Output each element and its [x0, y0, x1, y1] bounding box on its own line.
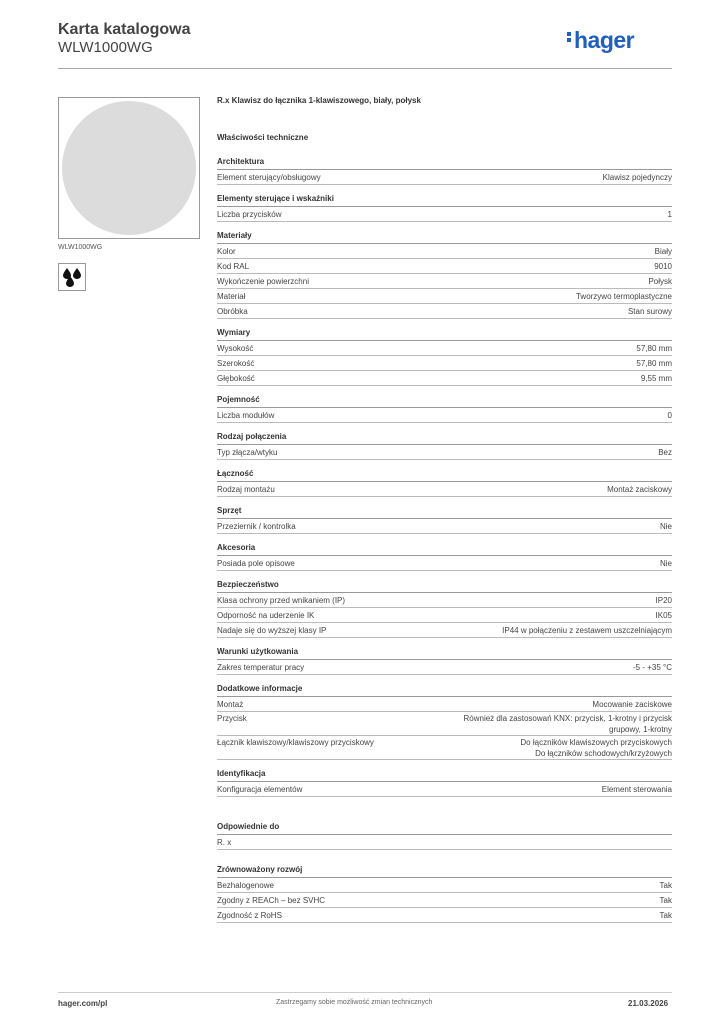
- spec-group-lacznosc: [217, 469, 672, 497]
- spec-row: [217, 207, 672, 222]
- spec-group-sprzet: [217, 506, 672, 534]
- spec-row: [217, 259, 672, 274]
- spec-group-odpowiednie: [217, 822, 672, 850]
- spec-key: Klasa ochrony przed wnikaniem (IP): [217, 596, 346, 605]
- spec-value: Biały: [654, 247, 672, 256]
- spec-key: Wykończenie powierzchni: [217, 277, 309, 286]
- water-drops-icon: [58, 263, 86, 291]
- group-title: Akcesoria: [217, 543, 672, 556]
- group-title: Wymiary: [217, 328, 672, 341]
- spec-row: [217, 519, 672, 534]
- spec-value: 0: [667, 411, 672, 420]
- spec-row: [217, 289, 672, 304]
- spec-row: [217, 878, 672, 893]
- spec-group-pojemnosc: [217, 395, 672, 423]
- group-title: Łączność: [217, 469, 672, 482]
- spec-key: Odporność na uderzenie IK: [217, 611, 315, 620]
- section-title: Właściwości techniczne: [217, 133, 309, 142]
- group-title: Materiały: [217, 231, 672, 244]
- spec-row: [217, 445, 672, 460]
- spec-value: Tak: [659, 896, 672, 905]
- spec-value: Połysk: [648, 277, 672, 286]
- spec-value: Element sterowania: [601, 785, 672, 794]
- spec-value: [463, 713, 672, 735]
- spec-row: [217, 170, 672, 185]
- spec-row: [217, 608, 672, 623]
- document-title: Karta katalogowa: [58, 21, 191, 38]
- spec-row: [217, 660, 672, 675]
- spec-value: Bez: [658, 448, 672, 457]
- group-title: Pojemność: [217, 395, 672, 408]
- spec-row: [217, 408, 672, 423]
- spec-group-warunki: [217, 647, 672, 675]
- spec-row: [217, 712, 672, 736]
- spec-value: Klawisz pojedynczy: [602, 173, 672, 182]
- spec-row: [217, 556, 672, 571]
- group-title: Elementy sterujące i wskaźniki: [217, 194, 672, 207]
- spec-key: Kod RAL: [217, 262, 250, 271]
- group-title: Zrównoważony rozwój: [217, 865, 672, 878]
- spec-value: 9,55 mm: [640, 374, 672, 383]
- spec-key: Obróbka: [217, 307, 248, 316]
- spec-key: Typ złącza/wtyku: [217, 448, 278, 457]
- spec-row: [217, 908, 672, 923]
- spec-row: [217, 341, 672, 356]
- spec-value: IP20: [655, 596, 672, 605]
- spec-value-line: Również dla zastosowań KNX: przycisk, 1-krotny i przycisk: [463, 714, 672, 723]
- footer-date: 21.03.2026: [628, 999, 669, 1008]
- spec-group-elementy: [217, 194, 672, 222]
- footer-disclaimer: Zastrzegamy sobie możliwość zmian technicznych: [276, 999, 433, 1006]
- spec-row: [217, 371, 672, 386]
- spec-value: 9010: [654, 262, 672, 271]
- spec-value: -5 - +35 °C: [633, 663, 672, 672]
- spec-value: 57,80 mm: [636, 344, 672, 353]
- logo-text: hager: [574, 27, 635, 53]
- spec-group-zrownowazony: [217, 865, 672, 923]
- spec-key: Montaż: [217, 700, 244, 709]
- spec-row: [217, 736, 672, 760]
- spec-row: [217, 274, 672, 289]
- footer-divider: [58, 992, 672, 993]
- spec-key: Zakres temperatur pracy: [217, 663, 305, 672]
- spec-group-wymiary: [217, 328, 672, 386]
- spec-group-akcesoria: [217, 543, 672, 571]
- spec-value: 57,80 mm: [636, 359, 672, 368]
- spec-value-line: Do łączników schodowych/krzyżowych: [535, 749, 672, 758]
- product-image-circle: [62, 101, 196, 235]
- spec-row: [217, 782, 672, 797]
- spec-row: [217, 356, 672, 371]
- spec-row: [217, 623, 672, 638]
- spec-key: Element sterujący/obsługowy: [217, 173, 321, 182]
- spec-key: Nadaje się do wyższej klasy IP: [217, 626, 327, 635]
- spec-row: [217, 835, 672, 850]
- spec-key: Zgodność z RoHS: [217, 911, 282, 920]
- spec-key: Posiada pole opisowe: [217, 559, 295, 568]
- group-title: Rodzaj połączenia: [217, 432, 672, 445]
- group-title: Sprzęt: [217, 506, 672, 519]
- logo-dots-icon: [567, 32, 572, 44]
- footer-website-link[interactable]: hager.com/pl: [58, 999, 108, 1008]
- spec-key: Bezhalogenowe: [217, 881, 274, 890]
- group-title: Identyfikacja: [217, 769, 672, 782]
- spec-group-materialy: [217, 231, 672, 319]
- group-title: Odpowiednie do: [217, 822, 672, 835]
- spec-row: [217, 482, 672, 497]
- spec-row: [217, 244, 672, 259]
- spec-value: Montaż zaciskowy: [607, 485, 672, 494]
- spec-content: [217, 96, 672, 932]
- group-title: Bezpieczeństwo: [217, 580, 672, 593]
- spec-value: Tworzywo termoplastyczne: [575, 292, 672, 301]
- product-image-caption: WLW1000WG: [58, 244, 103, 251]
- spec-row: [217, 893, 672, 908]
- group-title: Architektura: [217, 157, 672, 170]
- spec-value: Tak: [659, 911, 672, 920]
- spec-key: Kolor: [217, 247, 236, 256]
- spec-key: Zgodny z REACh – bez SVHC: [217, 896, 326, 905]
- spec-group-dodatkowe: [217, 684, 672, 760]
- group-title: Dodatkowe informacje: [217, 684, 672, 697]
- group-title: Warunki użytkowania: [217, 647, 672, 660]
- spec-value: IK05: [655, 611, 672, 620]
- spec-group-identyfikacja: [217, 769, 672, 797]
- spec-group-rodzaj-polaczenia: [217, 432, 672, 460]
- spec-key: Liczba modułów: [217, 411, 275, 420]
- spec-value-line: grupowy, 1-krotny: [609, 725, 672, 734]
- spec-value: Tak: [659, 881, 672, 890]
- product-title: R.x Klawisz do łącznika 1-klawiszowego, biały, połysk: [217, 96, 421, 105]
- product-image: [58, 97, 200, 239]
- spec-value: Stan surowy: [627, 307, 672, 316]
- brand-logo: [567, 27, 634, 54]
- product-code: WLW1000WG: [58, 39, 153, 56]
- spec-row: [217, 593, 672, 608]
- spec-value: [520, 737, 672, 759]
- spec-value-line: Do łączników klawiszowych przyciskowych: [520, 738, 672, 747]
- spec-group-bezpieczenstwo: [217, 580, 672, 638]
- spec-group-architektura: [217, 157, 672, 185]
- spec-key: Przeziernik / kontrolka: [217, 522, 296, 531]
- spec-value: Nie: [659, 522, 672, 531]
- spec-value: Nie: [659, 559, 672, 568]
- spec-row: [217, 697, 672, 712]
- spec-key: Konfiguracja elementów: [217, 785, 303, 794]
- spec-key: R. x: [217, 838, 232, 847]
- spec-key: Liczba przycisków: [217, 210, 282, 219]
- spec-key: Głębokość: [217, 374, 255, 383]
- spec-key: Szerokość: [217, 359, 255, 368]
- spec-key: Łącznik klawiszowy/klawiszowy przyciskowy: [217, 738, 374, 747]
- spacer: [217, 806, 672, 822]
- spec-value: IP44 w połączeniu z zestawem uszczelniającym: [502, 626, 672, 635]
- spec-key: Rodzaj montażu: [217, 485, 275, 494]
- header-divider: [58, 68, 672, 69]
- spec-row: [217, 304, 672, 319]
- spec-key: Materiał: [217, 292, 246, 301]
- spec-key: Przycisk: [217, 714, 247, 723]
- spec-key: Wysokość: [217, 344, 254, 353]
- spec-value: 1: [667, 210, 672, 219]
- spec-value: Mocowanie zaciskowe: [592, 700, 672, 709]
